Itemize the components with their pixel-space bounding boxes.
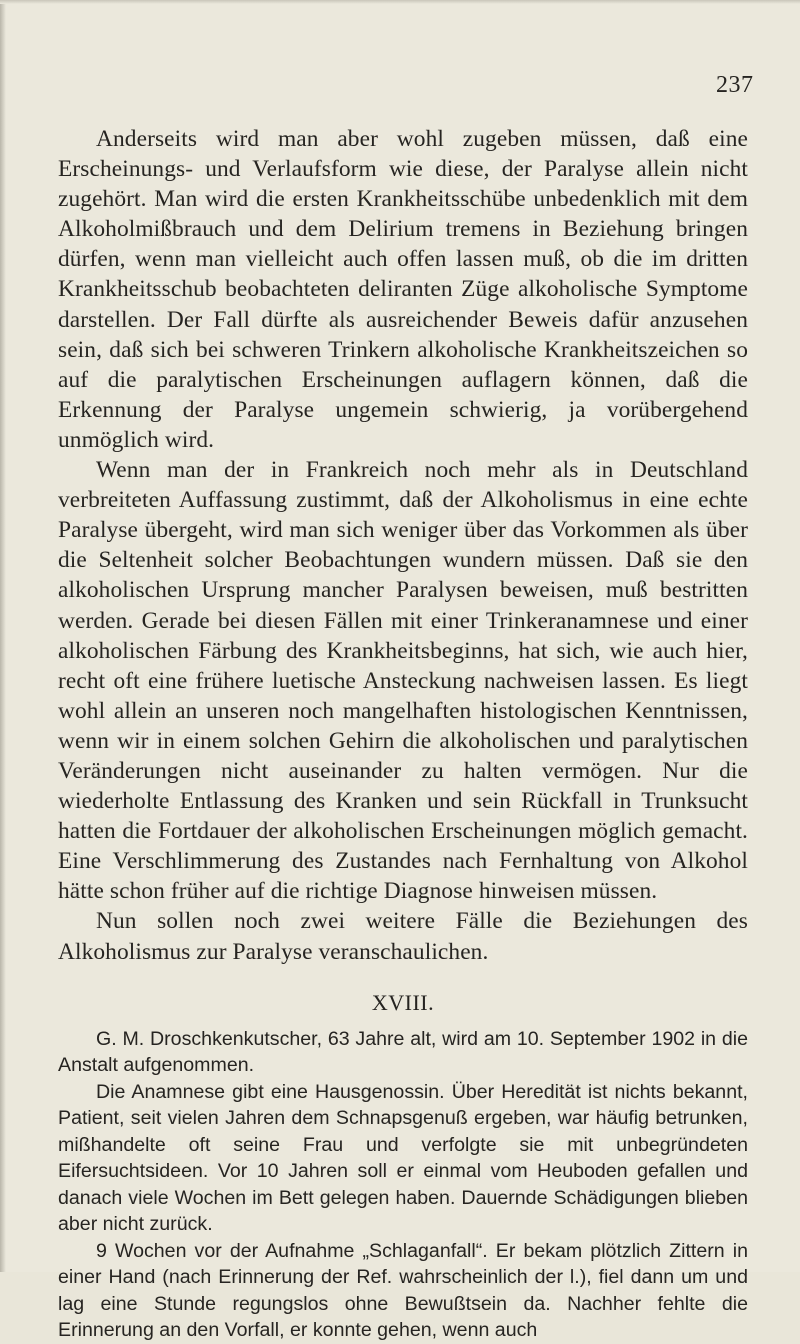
body-text <box>58 124 748 1344</box>
page-number: 237 <box>716 72 754 98</box>
page-top-shadow <box>0 0 800 4</box>
case-paragraph: 9 Wochen vor der Aufnahme „Schlaganfall“. Er bekam plötzlich Zittern in einer Hand (nach Erinnerung der Ref. wahrscheinlich der l.), fiel dann um und lag eine Stunde regungslos ohne Bewußtsein da. Nachher fehlte die Erinnerung an den Vorfall, er konnte gehen, wenn auch <box>58 1239 748 1342</box>
main-text <box>58 124 748 967</box>
case-paragraph: G. M. Droschkenkutscher, 63 Jahre alt, wird am 10. September 1902 in die Anstalt aufgenommen. <box>58 1027 748 1077</box>
section-heading: XVIII. <box>371 989 435 1015</box>
case-paragraph: Die Anamnese gibt eine Hausgenossin. Über Heredität ist nichts bekannt, Patient, seit vielen Jahren dem Schnapsgenuß ergeben, war häufig betrunken, mißhandelte oft seine Frau und verfolgte sie mit unbegründeten Eifersuchtsideen. Vor 10 Jahren soll er einmal vom Heuboden gefallen und danach viele Wochen im Bett gelegen haben. Dauernde Schädigungen blieben aber nicht zurück. <box>58 1080 748 1236</box>
paragraph: Wenn man der in Frankreich noch mehr als in Deutschland verbreiteten Auffassung zustimmt, daß der Alkoholismus in eine echte Paralyse übergeht, wird man sich weniger über das Vorkommen als über die Seltenheit solcher Beobachtungen wundern müssen. Daß sie den alkoholischen Ursprung mancher Paralysen beweisen, muß bestritten werden. Gerade bei diesen Fällen mit einer Trinkeranamnese und einer alkoholischen Färbung des Krankheitsbeginns, hat sich, wie auch hier, recht oft eine frühere luetische Ansteckung nachweisen lassen. Es liegt wohl allein an unseren noch mangelhaften histologischen Kenntnissen, wenn wir in einem solchen Gehirn die alkoholischen und paralytischen Veränderungen nicht auseinander zu halten vermögen. Nur die wiederholte Entlassung des Kranken und sein Rückfall in Trunksucht hatten die Fortdauer der alkoholischen Erscheinungen möglich gemacht. Eine Verschlimmerung des Zustandes nach Fernhaltung von Alkohol hätte schon früher auf die richtige Diagnose hinweisen müssen. <box>58 457 748 905</box>
case-report <box>58 1026 748 1344</box>
paragraph: Nun sollen noch zwei weitere Fälle die Beziehungen des Alkoholismus zur Paralyse veranschaulichen. <box>58 908 748 965</box>
paragraph: Anderseits wird man aber wohl zugeben müssen, daß eine Erscheinungs- und Verlaufsform wie diese, der Paralyse allein nicht zugehört. Man wird die ersten Krankheitsschübe unbedenklich mit dem Alkoholmißbrauch und dem Delirium tremens in Beziehung bringen dürfen, wenn man vielleicht auch offen lassen muß, ob die im dritten Krankheitsschub beobachteten deliranten Züge alkoholische Symptome darstellen. Der Fall dürfte als ausreichender Beweis dafür anzusehen sein, daß sich bei schweren Trinkern alkoholische Krankheitszeichen so auf die paralytischen Erscheinungen auflagern können, daß die Erkennung der Paralyse ungemein schwierig, ja vorübergehend unmöglich wird. <box>58 126 748 453</box>
page-edge-shadow <box>0 0 6 1272</box>
